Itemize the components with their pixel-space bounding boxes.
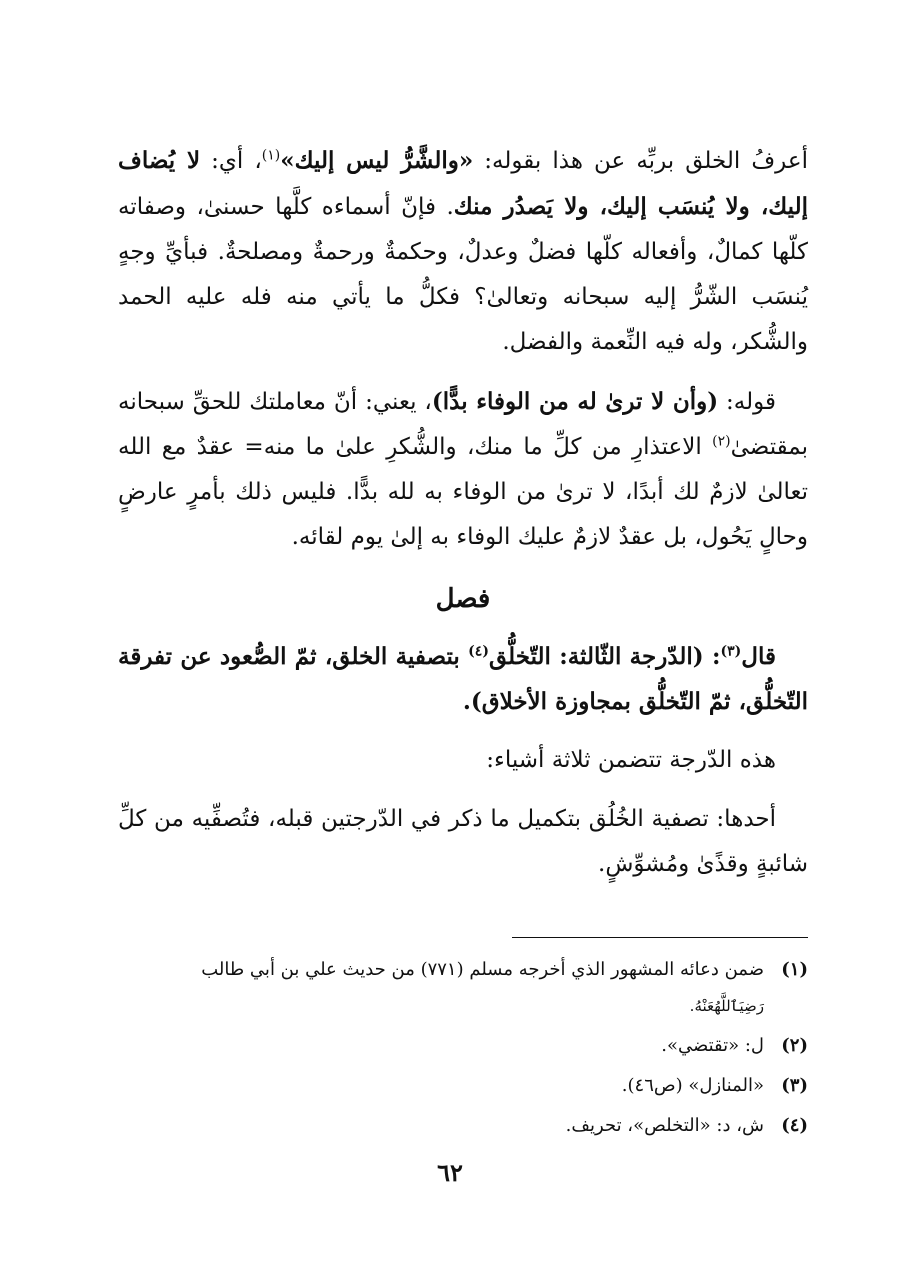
quote-text-2: بتصفية الخلق، ثمّ الصُّعود عن تفرقة التّخلُّق، ثمّ التّخلُّق بمجاوزة الأخلاق). <box>118 643 808 715</box>
p1-emphasis: لا يُضاف إليك، ولا يُنسَب إليك، ولا يَصدُر منك <box>118 147 808 220</box>
p2-text-2: ، يعني: أنّ معاملتك للحقِّ سبحانه بمقتضىٰ <box>118 389 808 460</box>
footnote-text: ل: «تقتضي». <box>661 1035 764 1056</box>
page-number: ٦٢ <box>437 1158 463 1187</box>
footnote-1-body: ضمن دعائه المشهور الذي أخرجه مسلم (٧٧١) من حديث علي بن أبي طالب <box>201 959 764 980</box>
p2-text-3: الاعتذارِ من كلِّ ما منك، والشُّكرِ علىٰ ما منه= عقدٌ مع الله تعالىٰ لازمٌ لك أبدًا، لا ترىٰ من الوفاء به لله بدًّا. فليس ذلك بأمرٍ عارضٍ وحالٍ يَحُول، بل عقدٌ لازمٌ عليك الوفاء به إلىٰ يوم لقائه. <box>118 434 808 550</box>
paragraph-three: هذه الدّرجة تتضمن ثلاثة أشياء: <box>486 747 776 773</box>
paragraph-one <box>118 138 808 365</box>
footnote-2 <box>118 1028 808 1064</box>
footnote-4 <box>118 1108 808 1144</box>
footnote-divider <box>512 937 808 938</box>
paragraph-two <box>118 379 808 560</box>
footnote-3 <box>118 1068 808 1104</box>
p1-text-2: ، أي: <box>200 148 262 174</box>
footnote-ref-4[interactable]: (٤) <box>468 643 489 660</box>
footnote-text: ش، د: «التخلص»، تحريف. <box>565 1115 764 1136</box>
footnote-ref-2[interactable]: (٢) <box>712 433 731 450</box>
footnote-text <box>118 952 764 1024</box>
p1-text-1: أعرفُ الخلق بربِّه عن هذا بقوله: <box>473 148 808 174</box>
footnote-text: «المنازل» (ص٤٦). <box>621 1075 764 1096</box>
p1-quote: «والشَّرُّ ليس إليك» <box>280 147 474 174</box>
p2-text-1: قوله: <box>718 389 776 415</box>
footnotes <box>118 952 808 1148</box>
footnote-number: (١) <box>781 959 808 980</box>
footnote-1 <box>118 952 808 1024</box>
footnote-ref-1[interactable]: (١) <box>261 147 281 164</box>
paragraph-four: أحدها: تصفية الخُلُق بتكميل ما ذكر في الدّرجتين قبله، فتُصفِّيه من كلِّ شائبةٍ وقذًىٰ ومُشوِّشٍ. <box>118 806 808 877</box>
page-body <box>118 138 808 901</box>
quote-qala: قال <box>741 643 776 670</box>
section-title: فصل <box>435 584 491 614</box>
quote-text-1: : (الدّرجة الثّالثة: التّخلُّق <box>488 643 721 670</box>
quote-paragraph <box>118 634 808 724</box>
p2-quote: (وأن لا ترىٰ له من الوفاء بدًّا) <box>431 388 719 415</box>
footnote-number: (٢) <box>781 1035 808 1056</box>
footnote-number: (٣) <box>781 1075 808 1096</box>
p1-text-3: . فإنّ أسماءه كلَّها حسنىٰ، وصفاته كلّها كمالٌ، وأفعاله كلّها فضلٌ وعدلٌ، وحكمةٌ ورحمةٌ ومصلحةٌ. فبأيِّ وجهٍ يُنسَب الشّرُّ إليه سبحانه وتعالىٰ؟ فكلُّ ما يأتي منه فله عليه الحمد والشُّكر، وله فيه النِّعمة والفضل. <box>118 194 808 355</box>
footnote-ref-3[interactable]: (٣) <box>720 643 742 660</box>
honorific-phrase: رَضِيَٱللَّهُعَنْهُ. <box>689 997 764 1015</box>
footnote-number: (٤) <box>781 1115 808 1136</box>
